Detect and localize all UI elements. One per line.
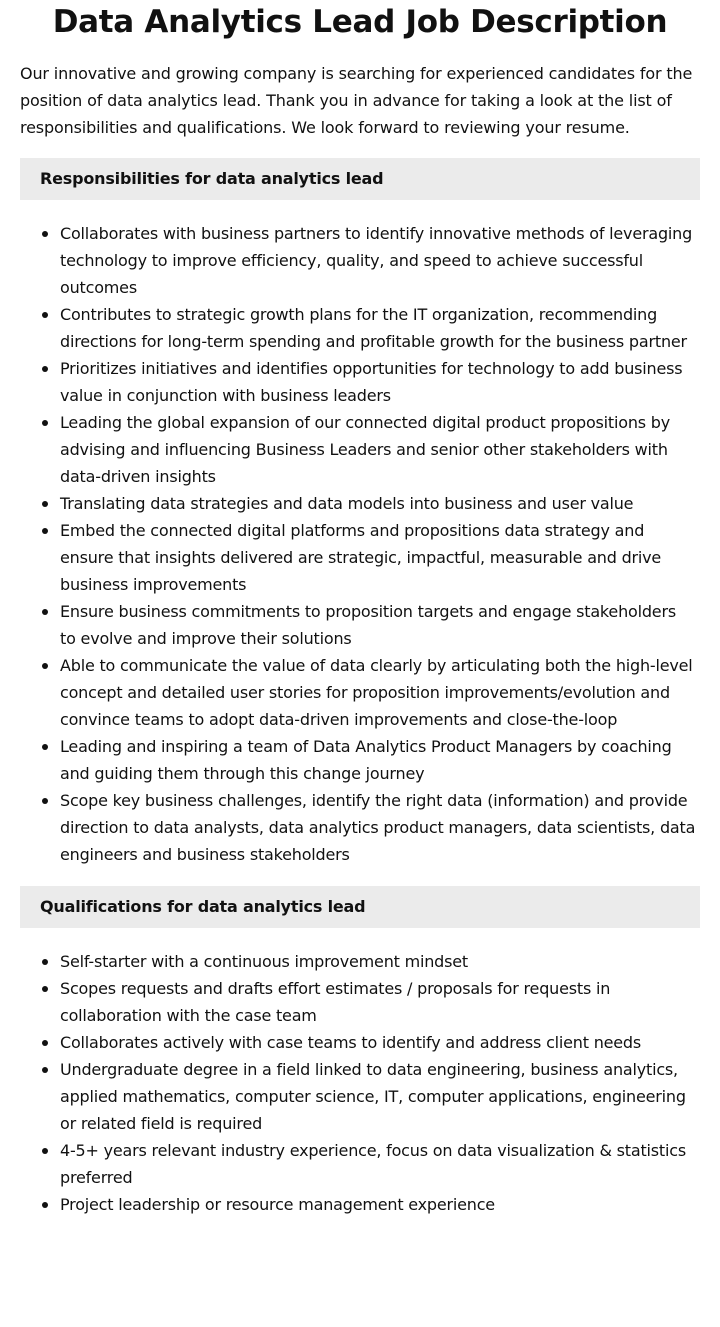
list-item: Collaborates actively with case teams to identify and address client needs [20,1029,700,1056]
list-item: Able to communicate the value of data clearly by articulating both the high-level concept and detailed user stories for proposition improvements/evolution and convince teams to adopt data-driven improvements and close-the-loop [20,652,700,733]
list-item: Embed the connected digital platforms and propositions data strategy and ensure that insights delivered are strategic, impactful, measurable and drive business improvements [20,517,700,598]
intro-paragraph: Our innovative and growing company is searching for experienced candidates for the position of data analytics lead. Thank you in advance for taking a look at the list of responsibilities and qualifications. We look forward to reviewing your resume. [20,64,693,137]
qualifications-heading: Qualifications for data analytics lead [20,886,700,928]
responsibilities-heading: Responsibilities for data analytics lead [20,158,700,200]
list-item: Leading the global expansion of our connected digital product propositions by advising and influencing Business Leaders and senior other stakeholders with data-driven insights [20,409,700,490]
list-item: Scopes requests and drafts effort estimates / proposals for requests in collaboration with the case team [20,975,700,1029]
list-item: Prioritizes initiatives and identifies opportunities for technology to add business value in conjunction with business leaders [20,355,700,409]
list-item: Undergraduate degree in a field linked to data engineering, business analytics, applied mathematics, computer science, IT, computer applications, engineering or related field is required [20,1056,700,1137]
qualifications-list [20,948,700,1218]
page-title: Data Analytics Lead Job Description [52,4,668,40]
list-item: Project leadership or resource management experience [20,1191,700,1218]
responsibilities-list [20,220,700,868]
list-item: 4-5+ years relevant industry experience, focus on data visualization & statistics preferred [20,1137,700,1191]
list-item: Scope key business challenges, identify the right data (information) and provide direction to data analysts, data analytics product managers, data scientists, data engineers and business stakeholders [20,787,700,868]
list-item: Contributes to strategic growth plans for the IT organization, recommending directions for long-term spending and profitable growth for the business partner [20,301,700,355]
list-item: Translating data strategies and data models into business and user value [20,490,700,517]
list-item: Ensure business commitments to proposition targets and engage stakeholders to evolve and improve their solutions [20,598,700,652]
list-item: Leading and inspiring a team of Data Analytics Product Managers by coaching and guiding them through this change journey [20,733,700,787]
list-item: Self-starter with a continuous improvement mindset [20,948,700,975]
list-item: Collaborates with business partners to identify innovative methods of leveraging technology to improve efficiency, quality, and speed to achieve successful outcomes [20,220,700,301]
